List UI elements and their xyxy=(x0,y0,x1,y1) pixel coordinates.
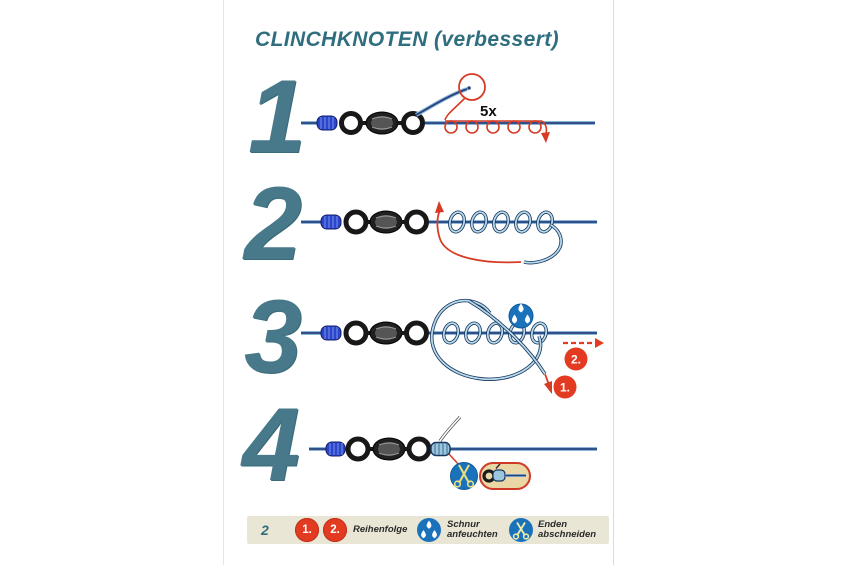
swivel-right-ring xyxy=(409,439,429,459)
arrow-down-right-icon xyxy=(544,381,552,394)
step-3-number: 3 xyxy=(244,279,302,395)
swivel-left-ring xyxy=(342,114,361,133)
wrap-count-label: 5x xyxy=(480,103,497,120)
scissors-icon xyxy=(509,518,533,542)
swivel-left-ring xyxy=(346,323,366,343)
swivel-left-ring xyxy=(346,212,366,232)
trim-closeup-inset xyxy=(480,463,530,489)
swivel-right-ring xyxy=(407,212,427,232)
swivel xyxy=(342,112,423,134)
swivel-right-ring xyxy=(407,323,427,343)
step-4-number: 4 xyxy=(242,387,300,503)
order-badge-1: 1. xyxy=(295,518,319,542)
arrow-right-icon xyxy=(595,338,604,348)
step-2-illustration xyxy=(299,175,609,280)
order-badge-1 xyxy=(554,376,577,399)
wet-legend-label: Schnur anfeuchten xyxy=(447,519,498,541)
svg-text:1.: 1. xyxy=(559,380,571,395)
swivel-left-ring xyxy=(348,439,368,459)
water-drops-icon xyxy=(417,518,441,542)
trimmed-tag-end xyxy=(440,417,460,441)
order-badge-2 xyxy=(565,348,588,371)
swivel xyxy=(346,322,427,344)
svg-text:2.: 2. xyxy=(570,352,582,367)
step-3-illustration xyxy=(299,290,609,405)
swivel xyxy=(348,438,429,460)
tag-tip-highlight-circle xyxy=(459,74,485,100)
arrow-up-icon xyxy=(435,201,444,213)
finished-knot-coil xyxy=(431,443,450,456)
leader-knot-coil xyxy=(326,442,345,456)
leader-knot-coil xyxy=(321,215,341,229)
step-1-number: 1 xyxy=(248,59,306,175)
instruction-page xyxy=(223,0,614,565)
page-title: CLINCHKNOTEN (verbessert) xyxy=(255,28,560,51)
swivel-right-ring xyxy=(404,114,423,133)
step-1-illustration xyxy=(299,62,609,162)
order-legend-label: Reihenfolge xyxy=(353,524,408,535)
swivel xyxy=(346,211,427,233)
order-badge-2: 2. xyxy=(323,518,347,542)
leader-knot-coil xyxy=(317,116,337,130)
scissors-icon xyxy=(451,463,478,490)
step-4-illustration xyxy=(299,405,609,505)
legend-bar xyxy=(247,516,609,544)
leader-knot-coil xyxy=(321,326,341,340)
pull-main-line-arrow xyxy=(563,338,604,348)
step-2-number: 2 xyxy=(244,166,302,282)
arrow-down-icon xyxy=(541,132,550,143)
cut-legend-label: Enden abschneiden xyxy=(538,519,597,541)
water-drops-icon xyxy=(509,304,533,329)
page-number: 2 xyxy=(261,522,269,538)
